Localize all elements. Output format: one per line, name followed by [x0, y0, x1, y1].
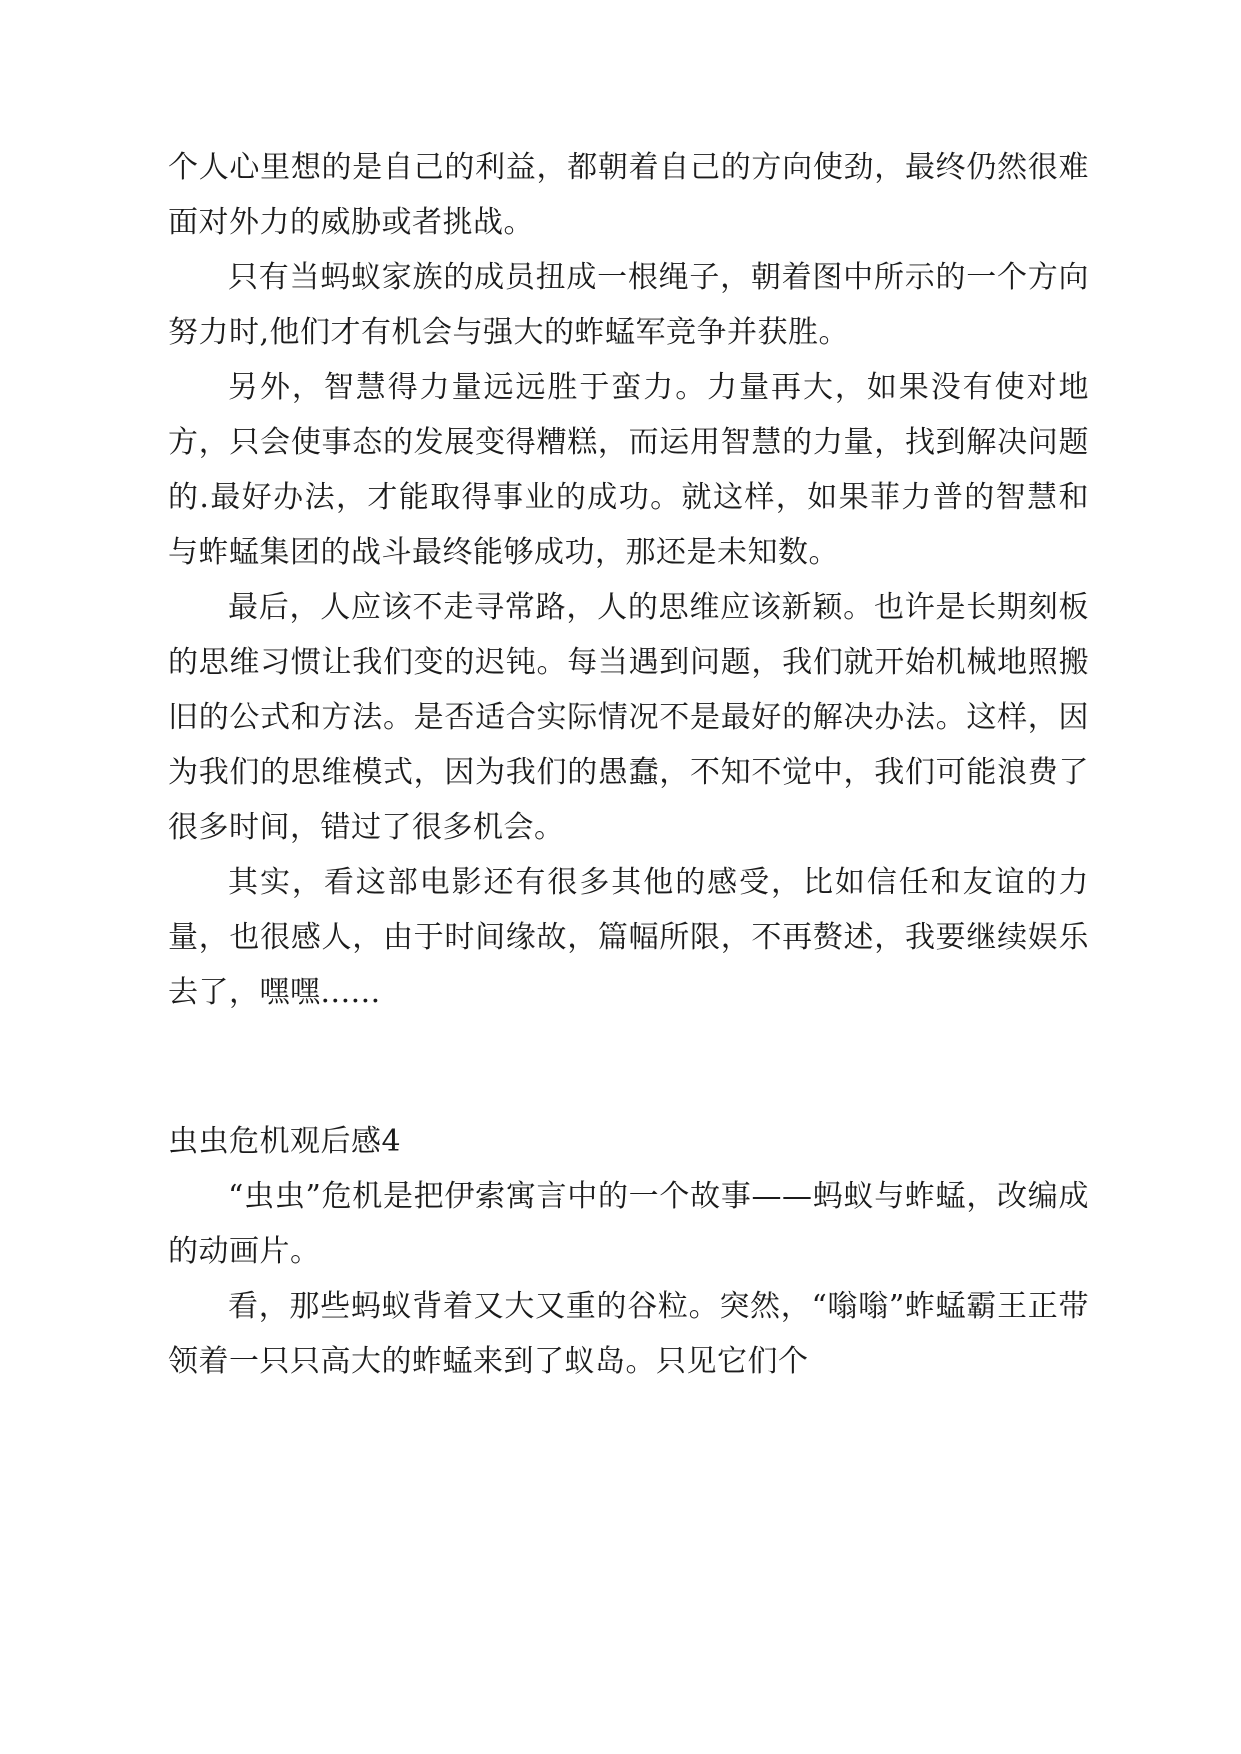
section-heading: 虫虫危机观后感4	[168, 1124, 402, 1159]
paragraph-rope: 只有当蚂蚁家族的成员扭成一根绳子，朝着图中所示的一个方向努力时,他们才有机会与强大的蚱蜢军竞争并获胜。	[168, 260, 1089, 350]
paragraph-wisdom: 另外，智慧得力量远远胜于蛮力。力量再大，如果没有使对地方，只会使事态的发展变得糟糕，而运用智慧的力量，找到解决问题的.最好办法，才能取得事业的成功。就这样，如果菲力普的智慧和与蚱蜢集团的战斗最终能够成功，那还是未知数。	[168, 370, 1089, 570]
section-spacer	[168, 1020, 1089, 1062]
paragraph-closing: 其实，看这部电影还有很多其他的感受，比如信任和友谊的力量，也很感人，由于时间缘故，篇幅所限，不再赘述，我要继续娱乐去了，嘿嘿......	[168, 865, 1089, 1010]
paragraph-continued: 个人心里想的是自己的利益，都朝着自己的方向使劲，最终仍然很难面对外力的威胁或者挑战。	[168, 150, 1089, 240]
paragraph-section-intro: “虫虫”危机是把伊索寓言中的一个故事——蚂蚁与蚱蜢，改编成的动画片。	[168, 1179, 1089, 1269]
document-body	[168, 140, 1089, 1389]
paragraph-section-scene: 看，那些蚂蚁背着又大又重的谷粒。突然，“嗡嗡”蚱蜢霸王正带领着一只只高大的蚱蜢来到了蚁岛。只见它们个	[168, 1289, 1089, 1379]
paragraph-thinking: 最后，人应该不走寻常路，人的思维应该新颖。也许是长期刻板的思维习惯让我们变的迟钝。每当遇到问题，我们就开始机械地照搬旧的公式和方法。是否适合实际情况不是最好的解决办法。这样，因为我们的思维模式，因为我们的愚蠢，不知不觉中，我们可能浪费了很多时间，错过了很多机会。	[168, 590, 1089, 845]
